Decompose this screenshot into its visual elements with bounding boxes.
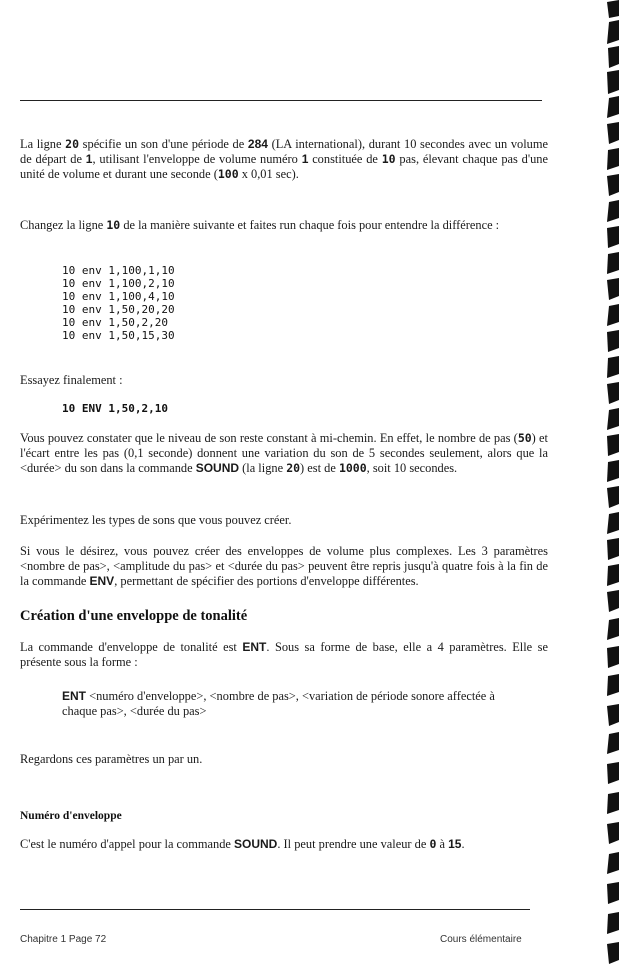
number: 1 [301,152,309,166]
text: ) est de [300,461,339,475]
paragraph-numero-appel [20,837,548,852]
paragraph-changez [20,218,548,233]
text: (LA international), durant 10 secondes avec un volume de départ de [20,137,548,166]
keyword: SOUND [195,461,240,475]
subsection-heading: Numéro d'enveloppe [20,810,122,822]
text: . Il peut prendre une valeur de [277,837,430,851]
paragraph-experimentez: Expérimentez les types de sons que vous pouvez créer. [20,513,292,527]
text: La ligne [20,137,66,151]
text: <numéro d'enveloppe>, <nombre de pas>, <variation de période sonore affectée à chaque pas>, <durée du pas> [62,689,495,718]
bottom-rule [20,909,530,910]
code-listing-env: 10 env 1,100,1,10 10 env 1,100,2,10 10 env 1,100,4,10 10 env 1,50,20,20 10 env 1,50,2,20 10 env 1,50,15,30 [62,264,175,342]
text: Changez la ligne [20,218,107,232]
keyword: SOUND [234,837,278,851]
paragraph-essayez: Essayez finalement : [20,373,123,387]
keyword: ENT [242,640,267,654]
paragraph-constater [20,431,548,476]
text: Vous pouvez constater que le niveau de son reste constant à mi-chemin. En effet, le nombre de pas ( [20,431,518,445]
top-rule [20,100,542,101]
text: , permettant de spécifier des portions d'enveloppe différentes. [114,574,419,588]
number: 50 [517,431,532,445]
text: pas, élevant chaque pas d'une unité de volume et durant une seconde ( [20,152,548,181]
text: (la ligne [239,461,287,475]
number: 1 [85,152,93,166]
text: La commande d'enveloppe de tonalité est [20,640,243,654]
number: 0 [429,837,437,851]
text: , utilisant l'enveloppe de volume numéro [92,152,302,166]
number: 15 [448,837,462,851]
text: Si vous le désirez, vous pouvez créer des enveloppes de volume plus complexes. Les 3 paramètres <nombre de pas>, <amplitude du pas> et <durée du pas> peuvent être repris jusqu'à quatre fois à la fin de la commande [20,544,548,588]
section-heading: Création d'une enveloppe de tonalité [20,608,248,624]
text: , soit 10 secondes. [366,461,458,475]
text: x 0,01 sec). [238,167,299,181]
keyword: ENV [89,574,115,588]
paragraph-ligne-20 [20,137,548,182]
paragraph-regardons: Regardons ces paramètres un par un. [20,752,203,766]
text: constituée de [308,152,382,166]
text: C'est le numéro d'appel pour la commande [20,837,235,851]
number: 100 [217,167,239,181]
text: à [436,837,449,851]
code-line-env: 10 ENV 1,50,2,10 [62,402,168,415]
text: . [461,837,465,851]
text: spécifie un son d'une période de [79,137,248,151]
text: . Sous sa forme de base, elle a 4 paramètres. Elle se présente sous la forme : [20,640,548,669]
spiral-binding-marks [603,0,619,972]
number: 10 [106,218,121,232]
text: ) et l'écart entre les pas (0,1 seconde) donnent une variation du son de 5 secondes seulement, alors que la <durée> du son dans la commande [20,431,548,475]
number: 20 [286,461,301,475]
keyword: ENT [62,689,86,703]
footer-right: Cours élémentaire [440,934,522,945]
text: de la manière suivante et faites run chaque fois pour entendre la différence : [120,218,500,232]
number: 284 [247,137,268,151]
paragraph-commande-ent [20,640,548,670]
footer-left: Chapitre 1 Page 72 [20,934,107,945]
syntax-block [62,689,532,719]
paragraph-enveloppes-complexes [20,544,548,589]
number: 10 [381,152,396,166]
number: 1000 [338,461,367,475]
number: 20 [65,137,80,151]
